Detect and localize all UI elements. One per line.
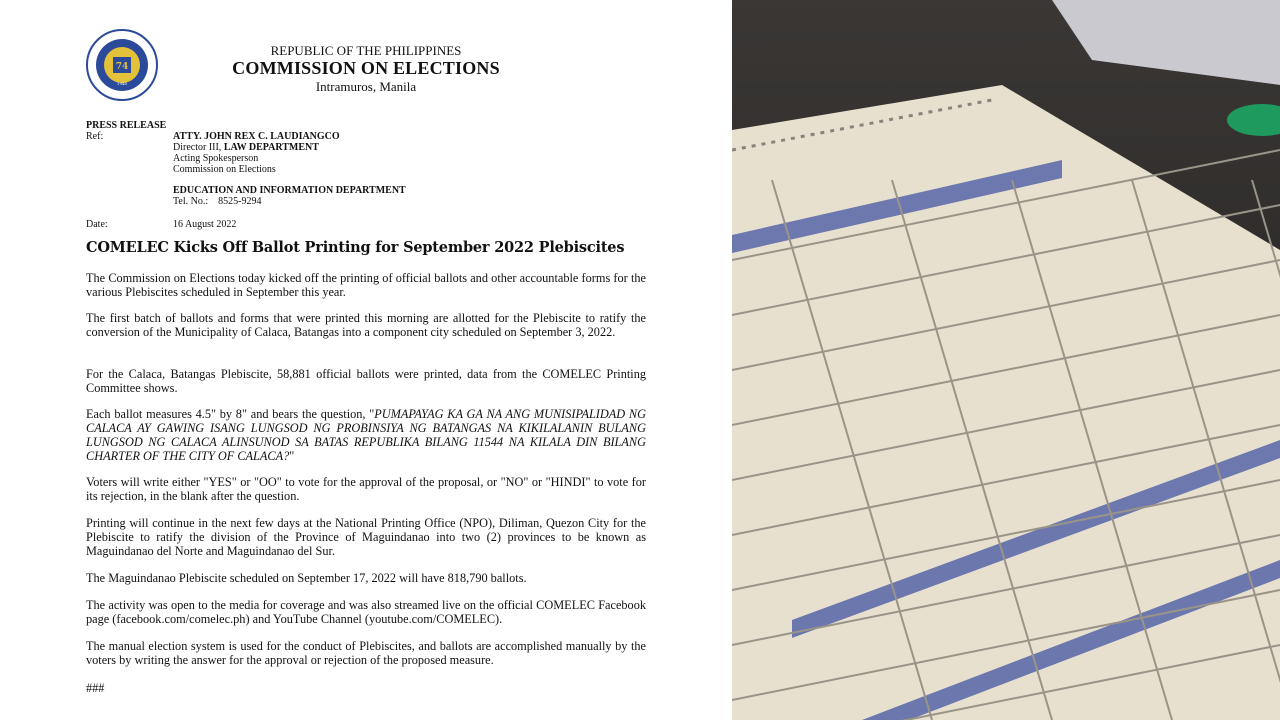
end-marker: ### [86, 681, 105, 695]
ballot-question: PUMAPAYAG KA GA NA ANG MUNISIPALIDAD NG CALACA AY GAWING ISANG LUNGSOD NG PROBINSIYA NG BATANGAS NA KIKILALANIN BULANG LUNGSOD NG CALACA ALINSUNOD SA BATAS REPUBLIKA BILANG 11544 NA KILALA DIN BILANG CHARTER OF THE CITY OF CALACA? [86, 407, 647, 463]
svg-text:74: 74 [115, 62, 129, 72]
republic-heading: REPUBLIC OF THE PHILIPPINES [270, 43, 462, 58]
date-label: Date: [86, 219, 108, 230]
ref-title [173, 142, 406, 153]
ballot-photo-illustration [732, 0, 1280, 720]
ballot-tail: " [289, 449, 295, 463]
paragraph: Printing will continue in the next few days at the National Printing Office (NPO), Diliman, Quezon City for the Plebiscite to ratify the division of the Province of Maguindanao into two (2) provinces to be known as Maguindanao del Norte and Maguindanao del Sur. [86, 516, 646, 558]
ref-name: ATTY. JOHN REX C. LAUDIANGCO [173, 131, 340, 142]
dept-name: EDUCATION AND INFORMATION DEPARTMENT [173, 185, 406, 196]
paragraph: The activity was open to the media for coverage and was also streamed live on the official COMELEC Facebook page (facebook.com/comelec.ph) and YouTube Channel (youtube.com/COMELEC). [86, 598, 646, 626]
ref-role: Acting Spokesperson [173, 153, 259, 164]
ref-title-dept: LAW DEPARTMENT [223, 142, 319, 153]
telephone: Tel. No.: 8525-9294 [173, 196, 262, 207]
ballot-photo [732, 0, 1280, 720]
paragraph: The Commission on Elections today kicked off the printing of official ballots and other accountable forms for the various Plebiscites scheduled in September this year. [86, 271, 646, 299]
paragraph: Voters will write either "YES" or "OO" to vote for the approval of the proposal, or "NO" or "HINDI" to vote for its rejection, in the blank after the question. [86, 475, 646, 503]
ref-title-prefix: Director III, [173, 142, 224, 153]
location-heading: Intramuros, Manila [315, 79, 417, 94]
ref-org: Commission on Elections [173, 164, 276, 175]
paragraph: The first batch of ballots and forms that were printed this morning are allotted for the Plebiscite to ratify the conversion of the Municipality of Calaca, Batangas into a component city scheduled on September 3, 2022. [86, 311, 646, 339]
paragraph: The manual election system is used for the conduct of Plebiscites, and ballots are accomplished manually by the voters by writing the answer for the approval or rejection of the proposed measure. [86, 639, 646, 667]
agency-heading: COMMISSION ON ELECTIONS [232, 58, 500, 78]
ref-block [173, 131, 406, 207]
ref-label: Ref: [86, 131, 104, 142]
paragraph: For the Calaca, Batangas Plebiscite, 58,881 official ballots were printed, data from the COMELEC Printing Committee shows. [86, 367, 646, 395]
comelec-seal-logo [86, 29, 158, 101]
paragraph: The Maguindanao Plebiscite scheduled on September 17, 2022 will have 818,790 ballots. [86, 571, 527, 585]
press-release-title: COMELEC Kicks Off Ballot Printing for September 2022 Plebiscites [86, 239, 625, 256]
press-release-label: PRESS RELEASE [86, 120, 167, 131]
ballot-lead: Each ballot measures 4.5" by 8" and bears the question, " [86, 407, 375, 421]
ballot-paragraph [86, 407, 646, 463]
svg-text:1940: 1940 [116, 81, 128, 86]
date-value: 16 August 2022 [173, 219, 237, 230]
